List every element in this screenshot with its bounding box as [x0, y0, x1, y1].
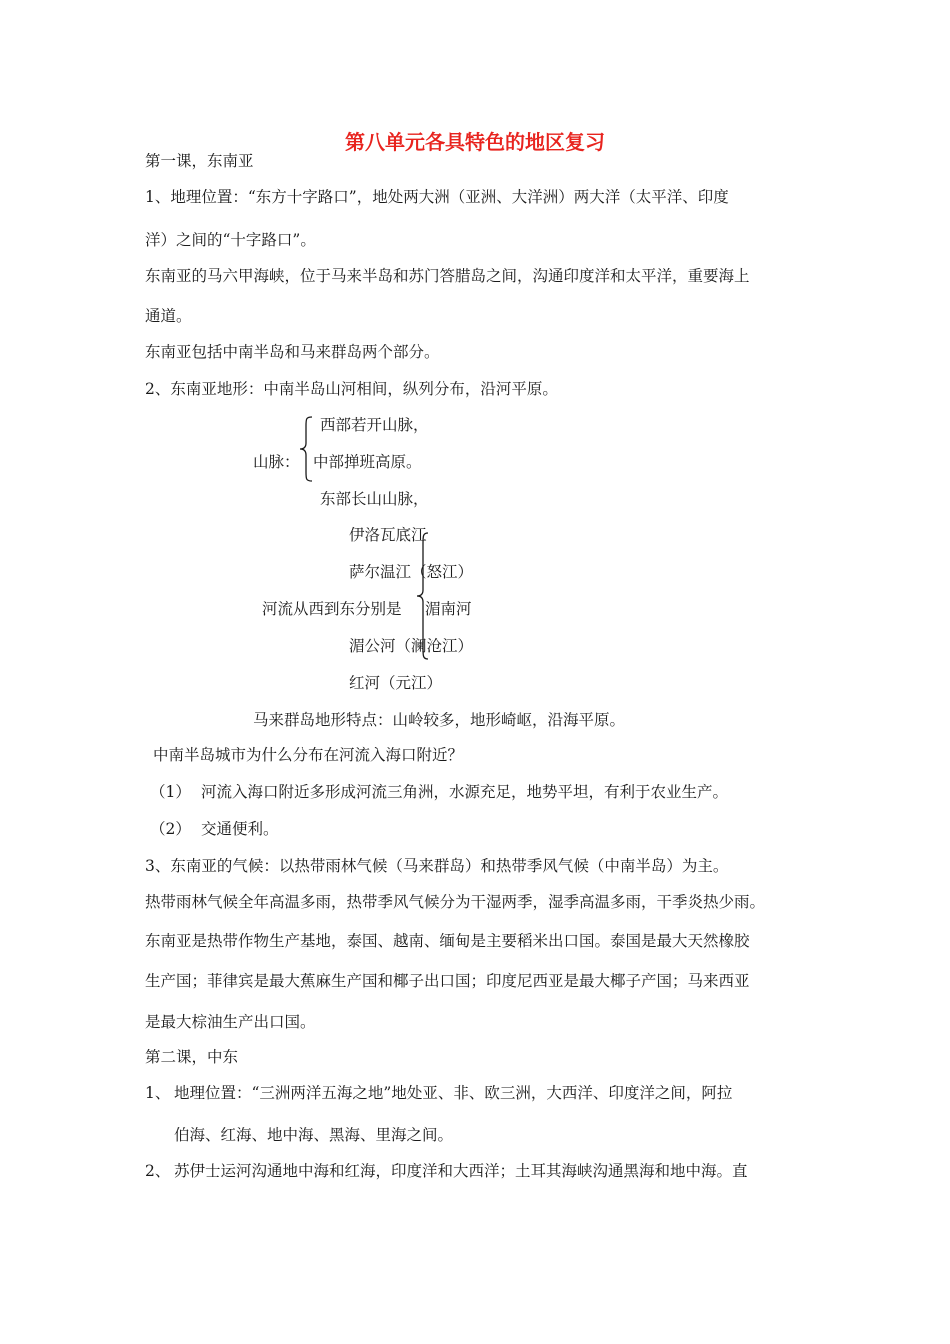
- question: 中南半岛城市为什么分布在河流入海口附近？: [153, 746, 464, 764]
- mountains-label: 山脉：: [253, 453, 300, 471]
- river-item: 伊洛瓦底江: [349, 526, 427, 544]
- river-item: 湄南河: [425, 600, 472, 618]
- list-number: 2、: [145, 1162, 171, 1180]
- paragraph-terrain: 2、东南亚地形：中南半岛山河相间，纵列分布，沿河平原。: [145, 380, 558, 398]
- list-item-text: 地理位置：“三洲两洋五海之地”地处亚、非、欧三洲，大西洋、印度洋之间，阿拉: [174, 1084, 733, 1102]
- paragraph-parts: 东南亚包括中南半岛和马来群岛两个部分。: [145, 343, 440, 361]
- list-item-text: 苏伊士运河沟通地中海和红海，印度洋和大西洋；土耳其海峡沟通黑海和地中海。直: [174, 1162, 748, 1180]
- answer-text: 河流入海口附近多形成河流三角洲，水源充足，地势平坦，有利于农业生产。: [201, 783, 729, 801]
- answer-text: 交通便利。: [201, 820, 279, 838]
- paragraph-climate-detail: 热带雨林气候全年高温多雨，热带季风气候分为干湿两季，湿季高温多雨，干季炎热少雨。: [145, 893, 766, 911]
- answer-number: （2）: [150, 820, 191, 838]
- answer-number: （1）: [150, 783, 191, 801]
- paragraph-malacca-line1: 东南亚的马六甲海峡，位于马来半岛和苏门答腊岛之间，沟通印度洋和太平洋，重要海上: [145, 267, 750, 285]
- paragraph-location-line1: 1、地理位置：“东方十字路口”，地处两大洲（亚洲、大洋洲）两大洋（太平洋、印度: [145, 188, 729, 206]
- river-item: 湄公河（澜沧江）: [349, 637, 474, 655]
- curly-brace-icon: [298, 416, 314, 482]
- paragraph-crops-line2: 生产国；菲律宾是最大蕉麻生产国和椰子出口国；印度尼西亚是最大椰子产国；马来西亚: [145, 972, 750, 990]
- rivers-label: 河流从西到东分别是: [262, 600, 402, 618]
- list-number: 1、: [145, 1084, 171, 1102]
- paragraph-location-line2: 洋）之间的“十字路口”。: [145, 231, 316, 249]
- river-item: 萨尔温江（怒江）: [349, 563, 474, 581]
- mountain-item: 中部掸班高原。: [313, 453, 422, 471]
- list-item-text: 伯海、红海、地中海、黑海、里海之间。: [174, 1126, 454, 1144]
- paragraph-malay-terrain: 马来群岛地形特点：山岭较多，地形崎岖，沿海平原。: [253, 711, 626, 729]
- river-item: 红河（元江）: [349, 674, 443, 692]
- paragraph-crops-line1: 东南亚是热带作物生产基地，泰国、越南、缅甸是主要稻米出口国。泰国是最大天然橡胶: [145, 932, 750, 950]
- mountain-item: 东部长山山脉，: [320, 490, 429, 508]
- page-title: 第八单元各具特色的地区复习: [345, 130, 605, 154]
- paragraph-climate: 3、东南亚的气候：以热带雨林气候（马来群岛）和热带季风气候（中南半岛）为主。: [145, 857, 729, 875]
- lesson2-heading: 第二课，中东: [145, 1048, 239, 1066]
- paragraph-malacca-line2: 通道。: [145, 307, 192, 325]
- mountain-item: 西部若开山脉，: [320, 416, 429, 434]
- lesson1-heading: 第一课，东南亚: [145, 152, 254, 170]
- paragraph-crops-line3: 是最大棕油生产出口国。: [145, 1013, 316, 1031]
